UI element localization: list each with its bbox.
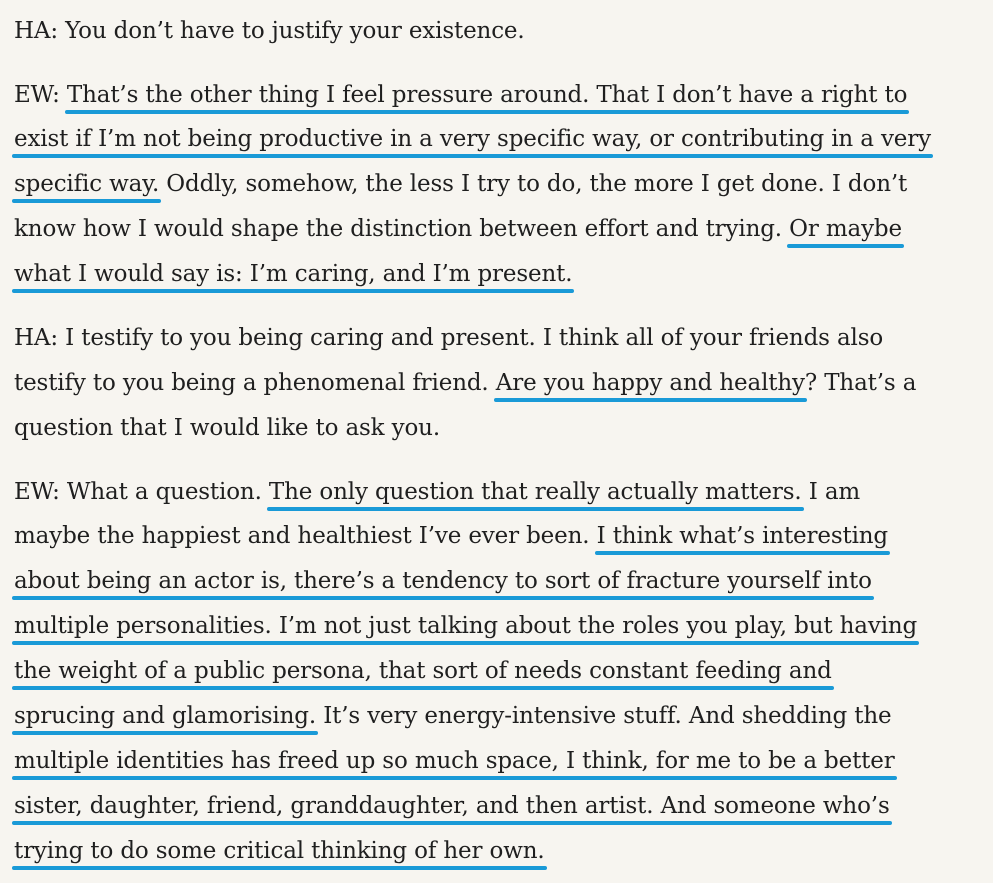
highlighted-text: about being an actor is, there’s a tendency to sort of fracture yourself into bbox=[14, 568, 872, 594]
text-line bbox=[14, 701, 891, 731]
text-line bbox=[14, 16, 525, 46]
highlight-underline bbox=[12, 154, 933, 158]
highlighted-text: I think what’s interesting bbox=[596, 523, 889, 549]
plain-text: HA: You don’t have to justify your existence. bbox=[14, 18, 525, 44]
text-line bbox=[14, 836, 545, 866]
text-line bbox=[14, 611, 917, 641]
text-line bbox=[14, 791, 890, 821]
highlighted-text: Or maybe bbox=[789, 216, 902, 242]
plain-text: ? That’s a bbox=[804, 370, 917, 396]
highlighted-text: multiple personalities. I’m not just talking about the roles you play, but having bbox=[14, 613, 918, 639]
highlight-underline bbox=[12, 641, 919, 645]
highlighted-text: exist if I’m not being productive in a very specific way, or contributing in a very bbox=[14, 126, 931, 152]
highlighted-text: multiple identities has freed up so much space, I think, for me to be a better bbox=[14, 748, 895, 774]
text-line bbox=[14, 746, 895, 776]
highlight-underline bbox=[12, 866, 547, 870]
text-line bbox=[14, 80, 907, 110]
highlight-underline bbox=[12, 596, 874, 600]
highlighted-text: sister, daughter, friend, granddaughter, and then artist. And someone who’s bbox=[14, 793, 890, 819]
plain-text: HA: I testify to you being caring and present. I think all of your friends also bbox=[14, 325, 884, 351]
highlight-underline bbox=[494, 398, 807, 402]
plain-text: testify to you being a phenomenal friend. bbox=[14, 370, 496, 396]
text-line bbox=[14, 566, 872, 596]
highlight-underline bbox=[12, 289, 574, 293]
text-line bbox=[14, 368, 916, 398]
highlighted-text: The only question that really actually matters. bbox=[268, 479, 802, 505]
highlight-underline bbox=[267, 507, 804, 511]
highlighted-text: That’s the other thing I feel pressure around. That I don’t have a right to bbox=[66, 82, 908, 108]
highlight-underline bbox=[595, 551, 890, 555]
highlight-underline bbox=[12, 731, 318, 735]
plain-text: I am bbox=[801, 479, 861, 505]
highlight-underline bbox=[12, 686, 834, 690]
highlight-underline bbox=[65, 110, 909, 114]
highlight-underline bbox=[12, 821, 892, 825]
text-line bbox=[14, 259, 572, 289]
highlighted-text: what I would say is: I’m caring, and I’m present. bbox=[14, 261, 573, 287]
plain-text: EW: bbox=[14, 82, 67, 108]
text-line bbox=[14, 413, 440, 443]
plain-text: know how I would shape the distinction between effort and trying. bbox=[14, 216, 790, 242]
plain-text: Oddly, somehow, the less I try to do, the more I get done. I don’t bbox=[159, 171, 908, 197]
text-line bbox=[14, 521, 888, 551]
plain-text: question that I would like to ask you. bbox=[14, 415, 440, 441]
text-line bbox=[14, 477, 860, 507]
text-line bbox=[14, 214, 902, 244]
plain-text: It’s very energy-intensive stuff. And shedding the bbox=[316, 703, 892, 729]
highlight-underline bbox=[12, 199, 161, 203]
highlighted-text: the weight of a public persona, that sort of needs constant feeding and bbox=[14, 658, 832, 684]
plain-text: maybe the happiest and healthiest I’ve ever been. bbox=[14, 523, 597, 549]
text-line bbox=[14, 656, 832, 686]
highlight-underline bbox=[787, 244, 904, 248]
highlighted-text: specific way. bbox=[14, 171, 160, 197]
text-line bbox=[14, 124, 931, 154]
text-line bbox=[14, 169, 907, 199]
highlighted-text: Are you happy and healthy bbox=[495, 370, 805, 396]
highlighted-text: sprucing and glamorising. bbox=[14, 703, 317, 729]
highlighted-text: trying to do some critical thinking of her own. bbox=[14, 838, 545, 864]
text-line bbox=[14, 323, 883, 353]
highlight-underline bbox=[12, 776, 897, 780]
plain-text: EW: What a question. bbox=[14, 479, 269, 505]
